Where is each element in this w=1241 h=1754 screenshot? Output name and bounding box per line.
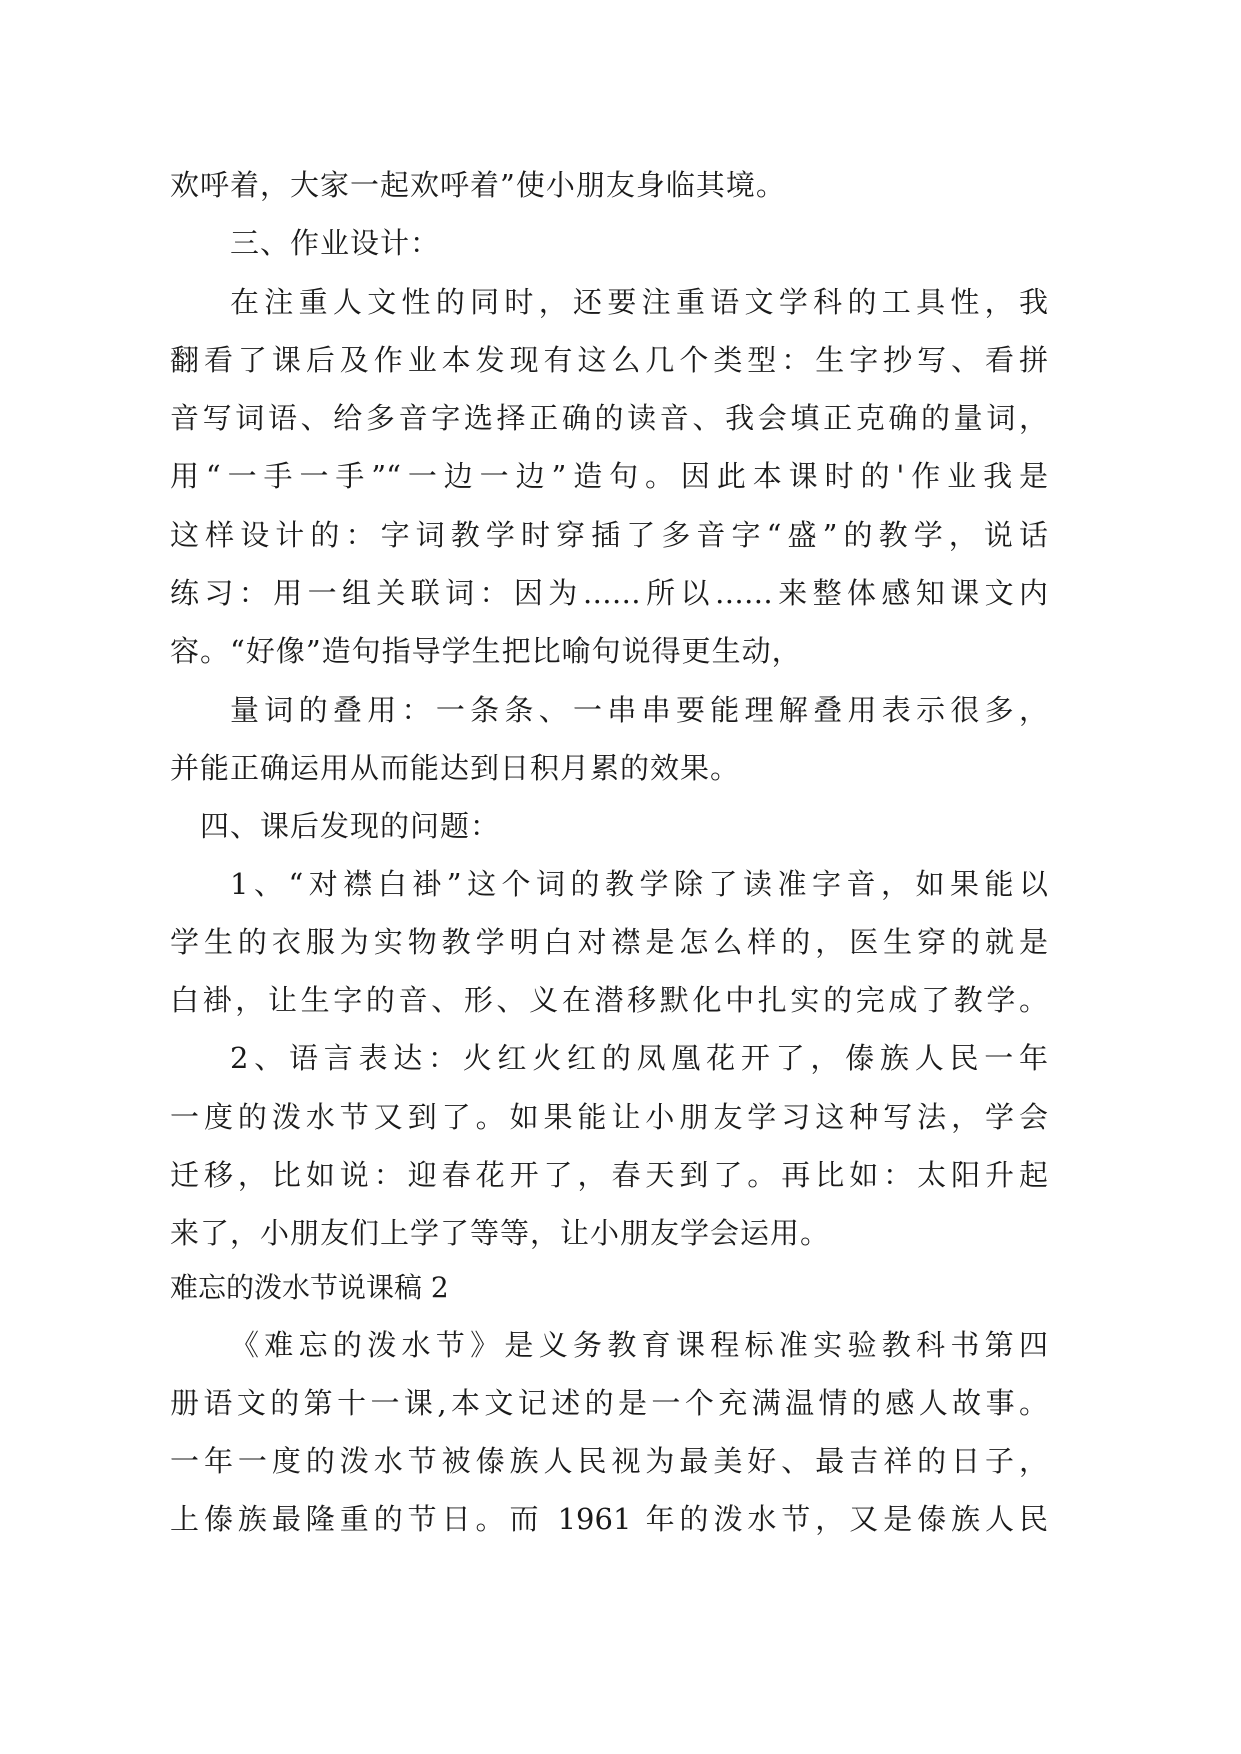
text-line: 白褂，让生字的音、形、义在潜移默化中扎实的完成了教学。 xyxy=(170,983,1048,1017)
text-line: 上傣族最隆重的节日。而 1961 年的泼水节，又是傣族人民 xyxy=(170,1502,1048,1536)
text-line: 翻看了课后及作业本发现有这么几个类型：生字抄写、看拼 xyxy=(170,343,1048,377)
text-line: 练习：用一组关联词：因为……所以……来整体感知课文内 xyxy=(170,576,1048,610)
text-line: 欢呼着，大家一起欢呼着”使小朋友身临其境。 xyxy=(170,168,786,202)
text-line: 1、“对襟白褂”这个词的教学除了读准字音，如果能以 xyxy=(230,867,1048,901)
text-line: 迁移，比如说：迎春花开了，春天到了。再比如：太阳升起 xyxy=(170,1158,1048,1192)
text-line: 册语文的第十一课,本文记述的是一个充满温情的感人故事。 xyxy=(170,1386,1048,1420)
text-line: 《难忘的泼水节》是义务教育课程标准实验教科书第四 xyxy=(230,1328,1048,1362)
text-line: 一年一度的泼水节被傣族人民视为最美好、最吉祥的日子， xyxy=(170,1444,1048,1478)
heading-problems-found: 四、课后发现的问题： xyxy=(200,809,501,843)
document-title: 难忘的泼水节说课稿 2 xyxy=(170,1271,449,1304)
heading-homework-design: 三、作业设计： xyxy=(230,226,441,260)
text-line: 并能正确运用从而能达到日积月累的效果。 xyxy=(170,751,741,785)
text-line: 容。“好像”造句指导学生把比喻句说得更生动， xyxy=(170,634,802,668)
text-line: 学生的衣服为实物教学明白对襟是怎么样的，医生穿的就是 xyxy=(170,925,1048,959)
text-line: 这样设计的：字词教学时穿插了多音字“盛”的教学，说话 xyxy=(170,518,1048,552)
text-line: 一度的泼水节又到了。如果能让小朋友学习这种写法，学会 xyxy=(170,1100,1048,1134)
text-line: 用“一手一手”“一边一边”造句。因此本课时的'作业我是 xyxy=(170,459,1048,493)
text-line: 2、语言表达：火红火红的凤凰花开了，傣族人民一年 xyxy=(230,1041,1048,1075)
text-line: 来了，小朋友们上学了等等，让小朋友学会运用。 xyxy=(170,1216,831,1250)
text-line: 量词的叠用：一条条、一串串要能理解叠用表示很多， xyxy=(230,693,1048,727)
text-line: 在注重人文性的同时，还要注重语文学科的工具性，我 xyxy=(230,285,1048,319)
text-line: 音写词语、给多音字选择正确的读音、我会填正克确的量词， xyxy=(170,401,1048,435)
